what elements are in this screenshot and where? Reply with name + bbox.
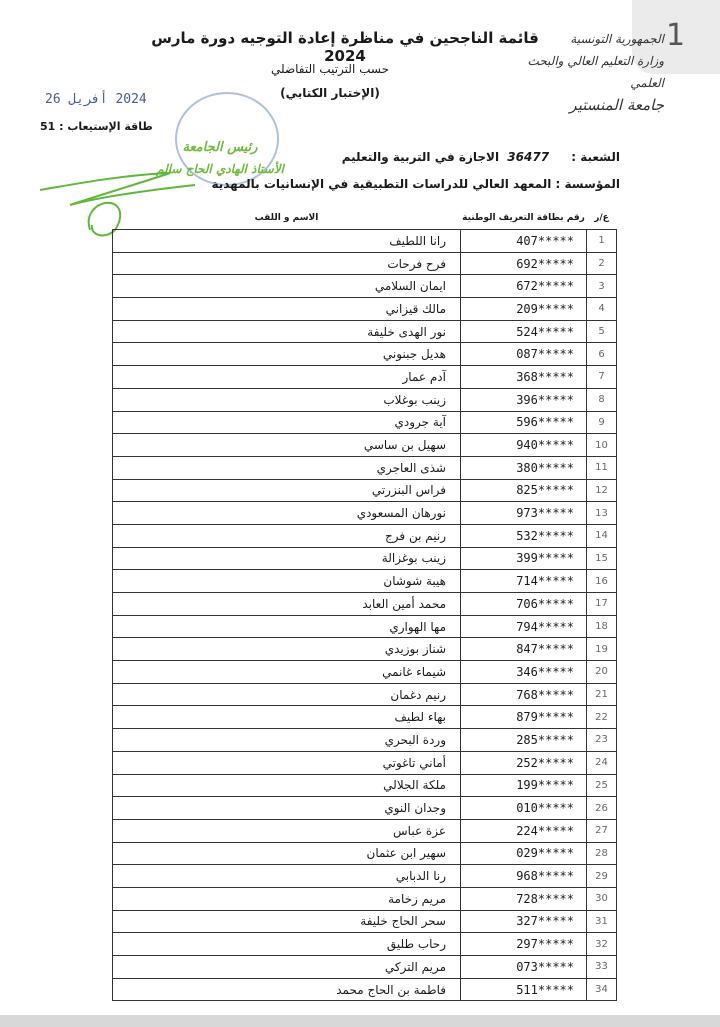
row-number: 11 (587, 456, 617, 479)
table-row (113, 388, 617, 411)
row-number: 4 (587, 298, 617, 321)
capacity-label: طاقة الإستيعاب : 51 (40, 120, 153, 133)
branch-code: 36477 (507, 150, 550, 164)
row-number: 26 (587, 797, 617, 820)
row-number: 30 (587, 887, 617, 910)
stamp-date: 2024 أفريل 26 (45, 92, 147, 107)
results-table (112, 207, 617, 1001)
table-row (113, 343, 617, 366)
row-name: زينب بوغزالة (113, 547, 461, 570)
row-name: زينب بوغلاب (113, 388, 461, 411)
row-national-id: *****968 (461, 865, 587, 888)
header-id: رقم بطاقة التعريف الوطنية (461, 207, 587, 230)
row-number: 8 (587, 388, 617, 411)
table-row (113, 729, 617, 752)
row-national-id: *****224 (461, 819, 587, 842)
branch-label: الشعبة : (571, 150, 620, 164)
row-name: رحاب طليق (113, 933, 461, 956)
row-national-id: *****327 (461, 910, 587, 933)
row-name: رنيم بن فرج (113, 524, 461, 547)
table-row (113, 275, 617, 298)
institution-label: المؤسسة : (555, 177, 620, 191)
row-number: 29 (587, 865, 617, 888)
row-name: سهير ابن عثمان (113, 842, 461, 865)
row-number: 28 (587, 842, 617, 865)
table-row (113, 661, 617, 684)
row-number: 34 (587, 978, 617, 1001)
table-row (113, 774, 617, 797)
row-national-id: *****524 (461, 320, 587, 343)
row-national-id: *****399 (461, 547, 587, 570)
row-national-id: *****940 (461, 434, 587, 457)
exam-type: (الإختبار الكتابي) (280, 86, 380, 100)
table-row (113, 615, 617, 638)
row-name: شيماء غانمي (113, 661, 461, 684)
row-national-id: *****768 (461, 683, 587, 706)
row-name: آية جرودي (113, 411, 461, 434)
table-row (113, 797, 617, 820)
row-number: 21 (587, 683, 617, 706)
row-name: وردة البحري (113, 729, 461, 752)
university-name: جامعة المنستير (569, 96, 664, 114)
table-row (113, 683, 617, 706)
row-national-id: *****706 (461, 593, 587, 616)
row-number: 6 (587, 343, 617, 366)
row-number: 2 (587, 252, 617, 275)
row-name: ملكة الجلالي (113, 774, 461, 797)
row-national-id: *****532 (461, 524, 587, 547)
row-number: 25 (587, 774, 617, 797)
table-row (113, 298, 617, 321)
row-national-id: *****252 (461, 751, 587, 774)
row-national-id: *****511 (461, 978, 587, 1001)
row-national-id: *****199 (461, 774, 587, 797)
table-row (113, 320, 617, 343)
row-number: 9 (587, 411, 617, 434)
row-national-id: *****368 (461, 366, 587, 389)
row-number: 24 (587, 751, 617, 774)
row-number: 16 (587, 570, 617, 593)
row-name: آدم عمار (113, 366, 461, 389)
table-row (113, 366, 617, 389)
row-name: سهيل بن ساسي (113, 434, 461, 457)
table-row (113, 547, 617, 570)
table-row (113, 524, 617, 547)
row-name: فراس البنزرتي (113, 479, 461, 502)
table-row (113, 751, 617, 774)
row-number: 13 (587, 502, 617, 525)
table-row (113, 910, 617, 933)
row-national-id: *****209 (461, 298, 587, 321)
row-number: 32 (587, 933, 617, 956)
row-national-id: *****073 (461, 956, 587, 979)
row-number: 1 (587, 230, 617, 253)
row-name: فرح فرحات (113, 252, 461, 275)
row-national-id: *****029 (461, 842, 587, 865)
institution-field (211, 177, 620, 191)
table-row (113, 887, 617, 910)
bottom-bar (0, 1015, 720, 1027)
table-row (113, 230, 617, 253)
table-row (113, 865, 617, 888)
table-row (113, 252, 617, 275)
table-row (113, 819, 617, 842)
table-row (113, 570, 617, 593)
row-number: 27 (587, 819, 617, 842)
stamp-title: رئيس الجامعة (182, 140, 258, 155)
table-row (113, 638, 617, 661)
row-name: شناز بوزيدي (113, 638, 461, 661)
row-name: هديل جبنوني (113, 343, 461, 366)
row-name: محمد أمين العابد (113, 593, 461, 616)
row-national-id: *****297 (461, 933, 587, 956)
table-row (113, 593, 617, 616)
row-national-id: *****825 (461, 479, 587, 502)
row-name: رنيم دغمان (113, 683, 461, 706)
table-row (113, 502, 617, 525)
ranking-subtitle: حسب الترتيب التفاضلي (270, 62, 389, 76)
table-body (113, 230, 617, 1001)
row-name: رانا اللطيف (113, 230, 461, 253)
row-name: مريم زخامة (113, 887, 461, 910)
stamp-name: الأستاذ الهادي الحاج سالم (156, 162, 284, 176)
row-number: 10 (587, 434, 617, 457)
table-header-row (113, 207, 617, 230)
row-name: ايمان السلامي (113, 275, 461, 298)
row-national-id: *****692 (461, 252, 587, 275)
row-national-id: *****879 (461, 706, 587, 729)
row-name: وجدان النوي (113, 797, 461, 820)
row-name: هيبة شوشان (113, 570, 461, 593)
page-number: 1 (666, 18, 686, 53)
row-national-id: *****847 (461, 638, 587, 661)
document-title: قائمة الناجحين في مناظرة إعادة التوجيه دورة مارس 2024 (151, 29, 539, 65)
row-number: 23 (587, 729, 617, 752)
table-row (113, 434, 617, 457)
row-number: 14 (587, 524, 617, 547)
row-number: 19 (587, 638, 617, 661)
row-national-id: *****728 (461, 887, 587, 910)
row-name: نور الهدى خليفة (113, 320, 461, 343)
row-national-id: *****714 (461, 570, 587, 593)
row-number: 33 (587, 956, 617, 979)
table-row (113, 456, 617, 479)
row-national-id: *****672 (461, 275, 587, 298)
row-number: 17 (587, 593, 617, 616)
table-row (113, 706, 617, 729)
row-national-id: *****794 (461, 615, 587, 638)
row-national-id: *****396 (461, 388, 587, 411)
table-row (113, 842, 617, 865)
header-num: ع/ر (587, 207, 617, 230)
row-national-id: *****087 (461, 343, 587, 366)
row-name: شذى العاجري (113, 456, 461, 479)
row-number: 31 (587, 910, 617, 933)
ministry-line-1: الجمهورية التونسية (570, 32, 664, 46)
row-number: 5 (587, 320, 617, 343)
row-number: 7 (587, 366, 617, 389)
row-national-id: *****596 (461, 411, 587, 434)
row-national-id: *****407 (461, 230, 587, 253)
table-row (113, 956, 617, 979)
row-name: نورهان المسعودي (113, 502, 461, 525)
branch-field (342, 150, 620, 164)
row-national-id: *****010 (461, 797, 587, 820)
row-national-id: *****380 (461, 456, 587, 479)
row-number: 20 (587, 661, 617, 684)
row-name: أماني تاغوتي (113, 751, 461, 774)
branch-name: الاجازة في التربية والتعليم (341, 150, 500, 164)
row-number: 12 (587, 479, 617, 502)
ministry-line-2: وزارة التعليم العالي والبحث العلمي (527, 54, 664, 90)
header-name: الاسم و اللقب (113, 207, 461, 230)
row-name: مها الهواري (113, 615, 461, 638)
row-name: سحر الحاج خليفة (113, 910, 461, 933)
table-row (113, 978, 617, 1001)
row-name: مالك قيزاني (113, 298, 461, 321)
table-row (113, 933, 617, 956)
row-number: 15 (587, 547, 617, 570)
row-name: عزة عباس (113, 819, 461, 842)
row-number: 22 (587, 706, 617, 729)
row-name: مريم التركي (113, 956, 461, 979)
row-number: 3 (587, 275, 617, 298)
row-national-id: *****346 (461, 661, 587, 684)
row-number: 18 (587, 615, 617, 638)
table-row (113, 411, 617, 434)
row-national-id: *****285 (461, 729, 587, 752)
row-name: بهاء لطيف (113, 706, 461, 729)
row-name: رنا الدبابي (113, 865, 461, 888)
table-row (113, 479, 617, 502)
row-national-id: *****973 (461, 502, 587, 525)
institution-name: المعهد العالي للدراسات التطبيقية في الإنسانيات بالمهدية (211, 177, 552, 191)
row-name: فاطمة بن الحاج محمد (113, 978, 461, 1001)
